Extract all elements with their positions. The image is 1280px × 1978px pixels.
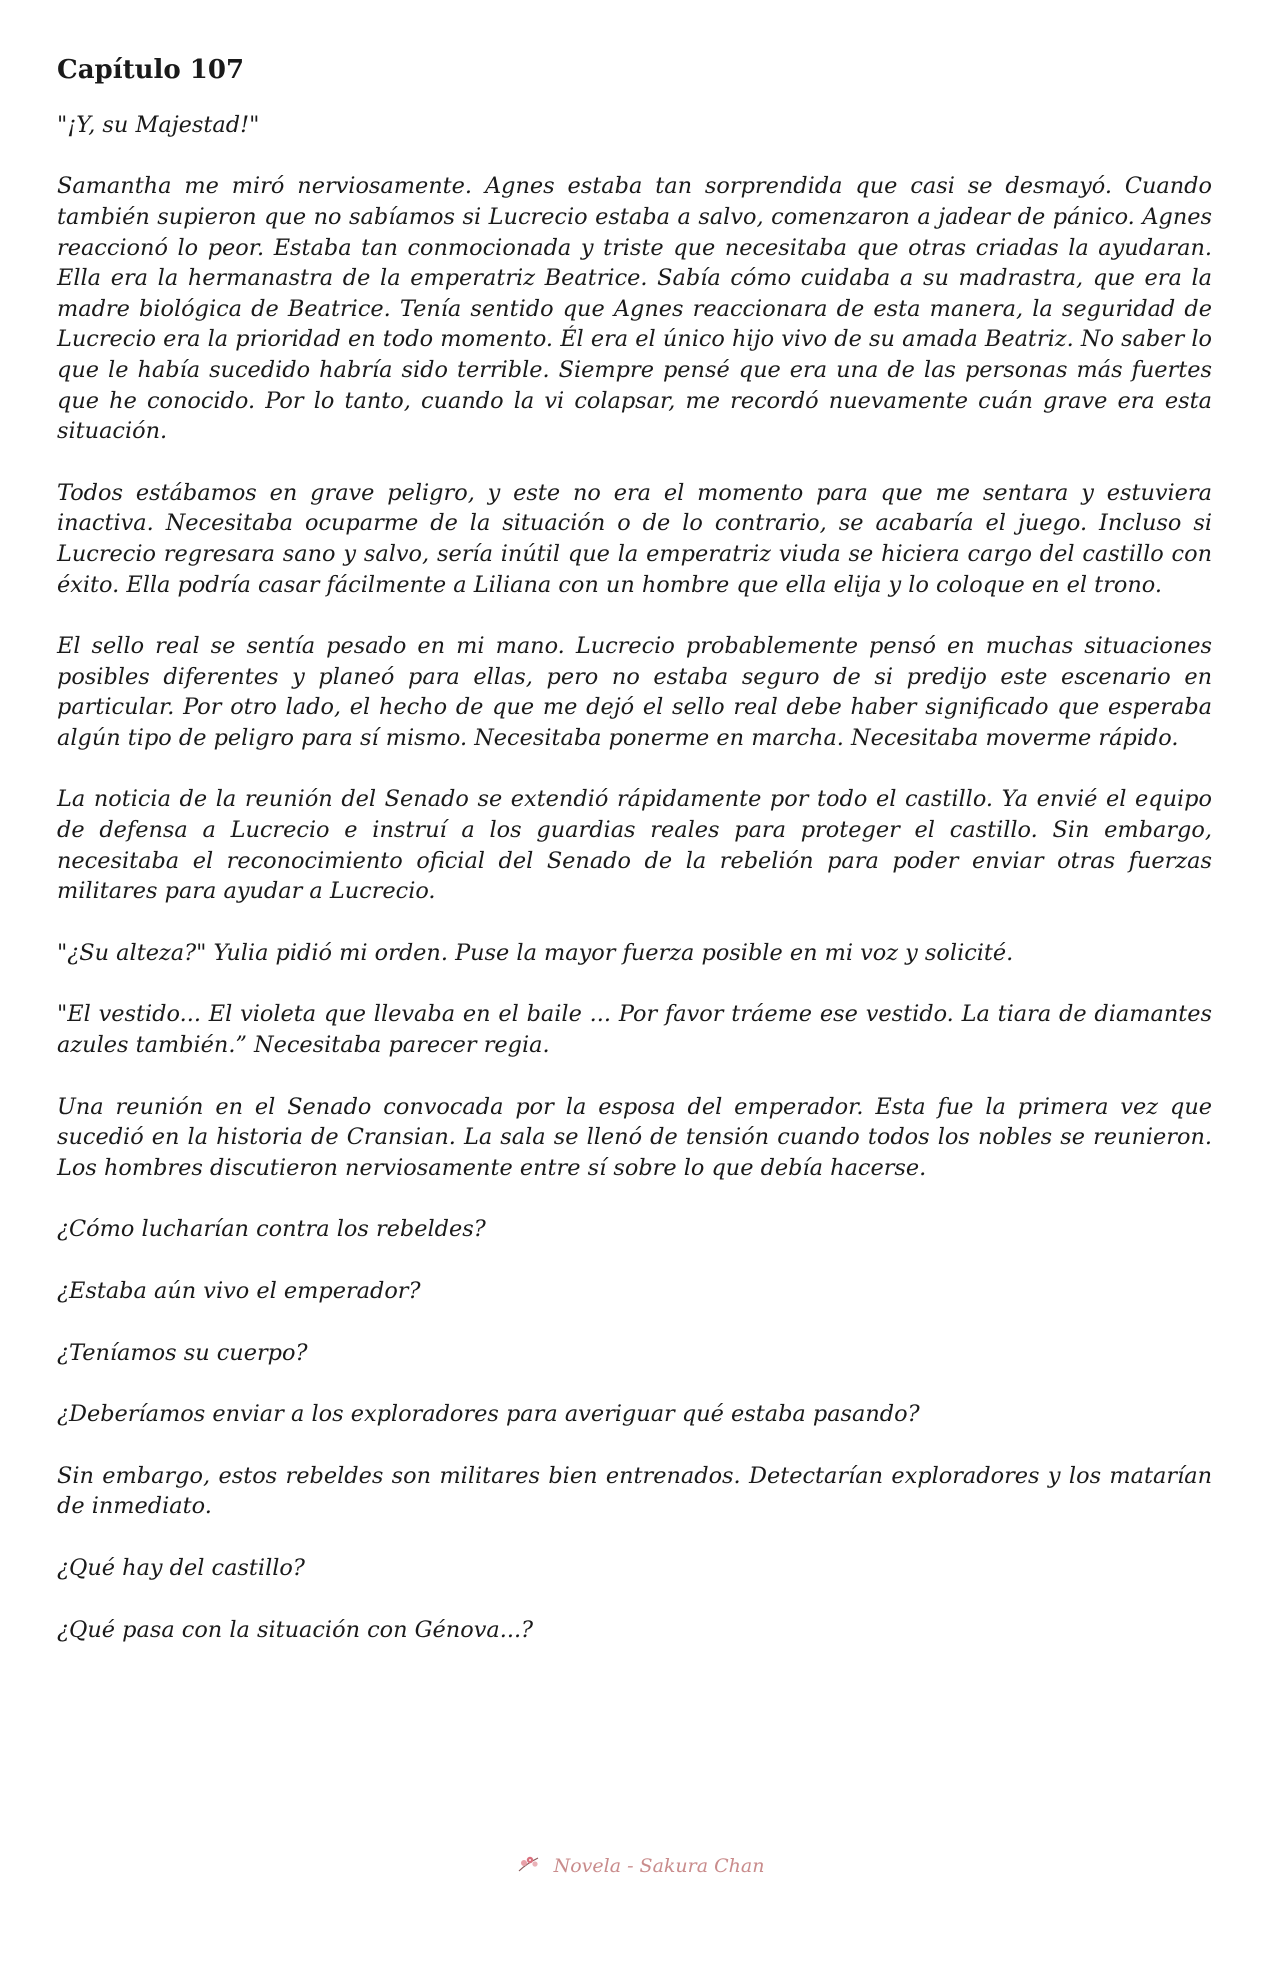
paragraph: ¿Teníamos su cuerpo?	[57, 1339, 308, 1366]
watermark-text: Novela - Sakura Chan	[553, 1855, 765, 1877]
paragraph: "¡Y, su Majestad!"	[57, 111, 260, 138]
paragraph: "El vestido... El violeta que llevaba en el baile ... Por favor tráeme ese vestido. La tiara de diamantes azules también.” Necesitaba parecer regia.	[57, 1001, 1212, 1059]
paragraph: ¿Deberíamos enviar a los exploradores para averiguar qué estaba pasando?	[57, 1401, 920, 1428]
paragraph: Sin embargo, estos rebeldes son militares bien entrenados. Detectarían exploradores y los matarían de inmediato.	[57, 1462, 1212, 1520]
paragraph: Todos estábamos en grave peligro, y este no era el momento para que me sentara y estuviera inactiva. Necesitaba ocuparme de la situación o de lo contrario, se acabaría el juego. Incluso si Lucrecio regresara sano y salvo, sería inútil que la emperatriz viuda se hiciera cargo del castillo con éxito. Ella podría casar fácilmente a Liliana con un hombre que ella elija y lo coloque en el trono.	[57, 479, 1212, 598]
chapter-title: Capítulo 107	[57, 55, 245, 85]
paragraph: Una reunión en el Senado convocada por la esposa del emperador. Esta fue la primera vez que sucedió en la historia de Cransian. La sala se llenó de tensión cuando todos los nobles se reunieron. Los hombres discutieron nerviosamente entre sí sobre lo que debía hacerse.	[57, 1093, 1212, 1181]
paragraph: ¿Qué pasa con la situación con Génova...?	[57, 1616, 534, 1643]
paragraph: ¿Cómo lucharían contra los rebeldes?	[57, 1216, 486, 1243]
paragraph: Samantha me miró nerviosamente. Agnes estaba tan sorprendida que casi se desmayó. Cuando también supieron que no sabíamos si Lucrecio estaba a salvo, comenzaron a jadear de pánico. Agnes reaccionó lo peor. Estaba tan conmocionada y triste que necesitaba que otras criadas la ayudaran. Ella era la hermanastra de la emperatriz Beatrice. Sabía cómo cuidaba a su madrastra, que era la madre biológica de Beatrice. Tenía sentido que Agnes reaccionara de esta manera, la seguridad de Lucrecio era la prioridad en todo momento. Él era el único hijo vivo de su amada Beatriz. No saber lo que le había sucedido habría sido terrible. Siempre pensé que era una de las personas más fuertes que he conocido. Por lo tanto, cuando la vi colapsar, me recordó nuevamente cuán grave era esta situación.	[57, 173, 1212, 445]
paragraph: ¿Qué hay del castillo?	[57, 1554, 305, 1581]
footer-watermark	[0, 1854, 1280, 1877]
paragraph: ¿Estaba aún vivo el emperador?	[57, 1278, 421, 1305]
paragraph: "¿Su alteza?" Yulia pidió mi orden. Puse la mayor fuerza posible en mi voz y solicité.	[57, 939, 1014, 966]
paragraph: El sello real se sentía pesado en mi mano. Lucrecio probablemente pensó en muchas situaciones posibles diferentes y planeó para ellas, pero no estaba seguro de si predijo este escenario en particular. Por otro lado, el hecho de que me dejó el sello real debe haber significado que esperaba algún tipo de peligro para sí mismo. Necesitaba ponerme en marcha. Necesitaba moverme rápido.	[57, 633, 1212, 751]
paragraph: La noticia de la reunión del Senado se extendió rápidamente por todo el castillo. Ya envié el equipo de defensa a Lucrecio e instruí a los guardias reales para proteger el castillo. Sin embargo, necesitaba el reconocimiento oficial del Senado de la rebelión para poder enviar otras fuerzas militares para ayudar a Lucrecio.	[57, 786, 1212, 905]
document-page	[57, 54, 1212, 1676]
cherry-blossom-icon	[516, 1854, 542, 1874]
